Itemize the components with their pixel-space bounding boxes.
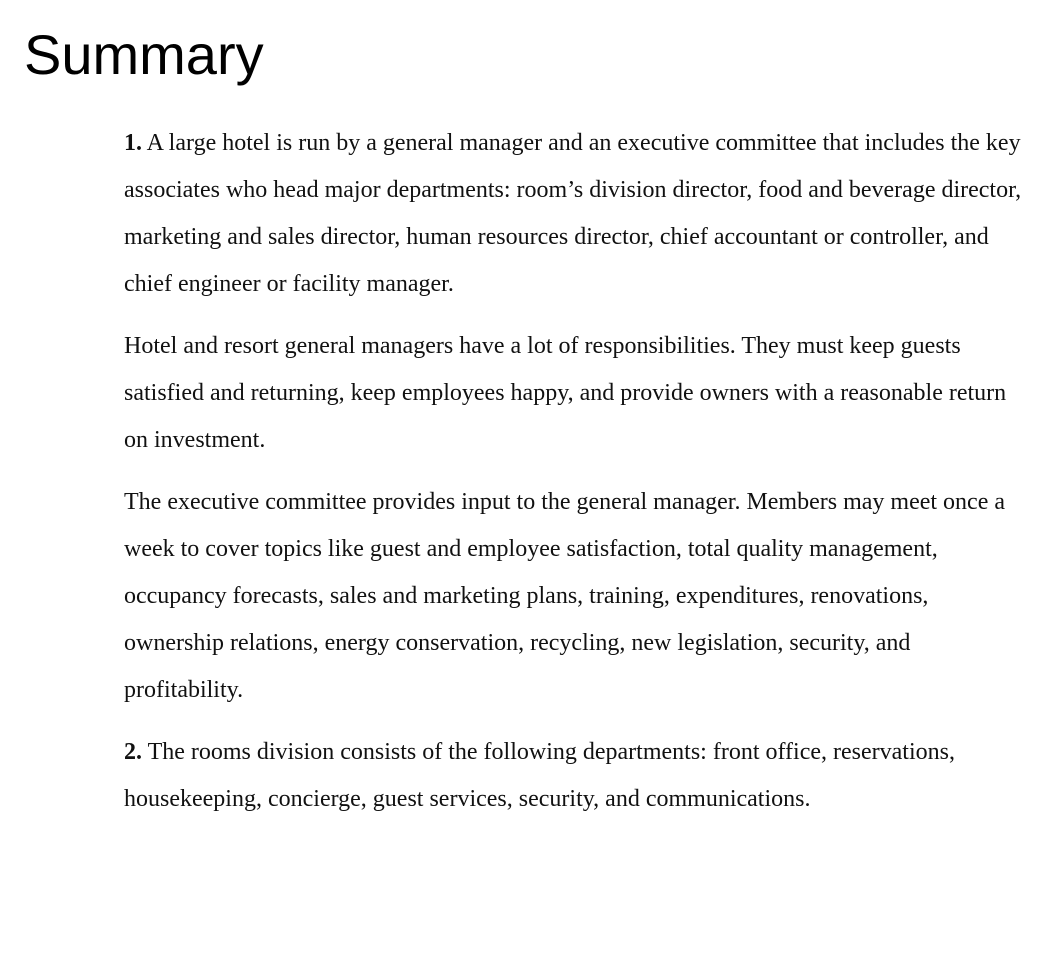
- page-title: Summary: [24, 23, 264, 86]
- paragraph-text: The rooms division consists of the following departments: front office, reservations, housekeeping, concierge, guest services, security, and communications.: [124, 739, 955, 812]
- paragraph-3: [124, 479, 1034, 714]
- paragraph-text: The executive committee provides input to the general manager. Members may meet once a week to cover topics like guest and employee satisfaction, total quality management, occupancy forecasts, sales and marketing plans, training, expenditures, renovations, ownership relations, energy conservation, recycling, new legislation, security, and profitability.: [124, 489, 1006, 703]
- paragraph-text: A large hotel is run by a general manager and an executive committee that includes the key associates who head major departments: room’s division director, food and beverage director, marketing and sales director, human resources director, chief accountant or controller, and chief engineer or facility manager.: [124, 130, 1022, 297]
- paragraph-number: 2.: [124, 739, 142, 765]
- paragraph-2: [124, 323, 1034, 464]
- paragraph-4: [124, 729, 1034, 823]
- summary-content: [124, 120, 1034, 838]
- paragraph-number: 1.: [124, 130, 142, 156]
- paragraph-1: [124, 120, 1034, 308]
- paragraph-text: Hotel and resort general managers have a lot of responsibilities. They must keep guests satisfied and returning, keep employees happy, and provide owners with a reasonable return on investment.: [124, 333, 1007, 453]
